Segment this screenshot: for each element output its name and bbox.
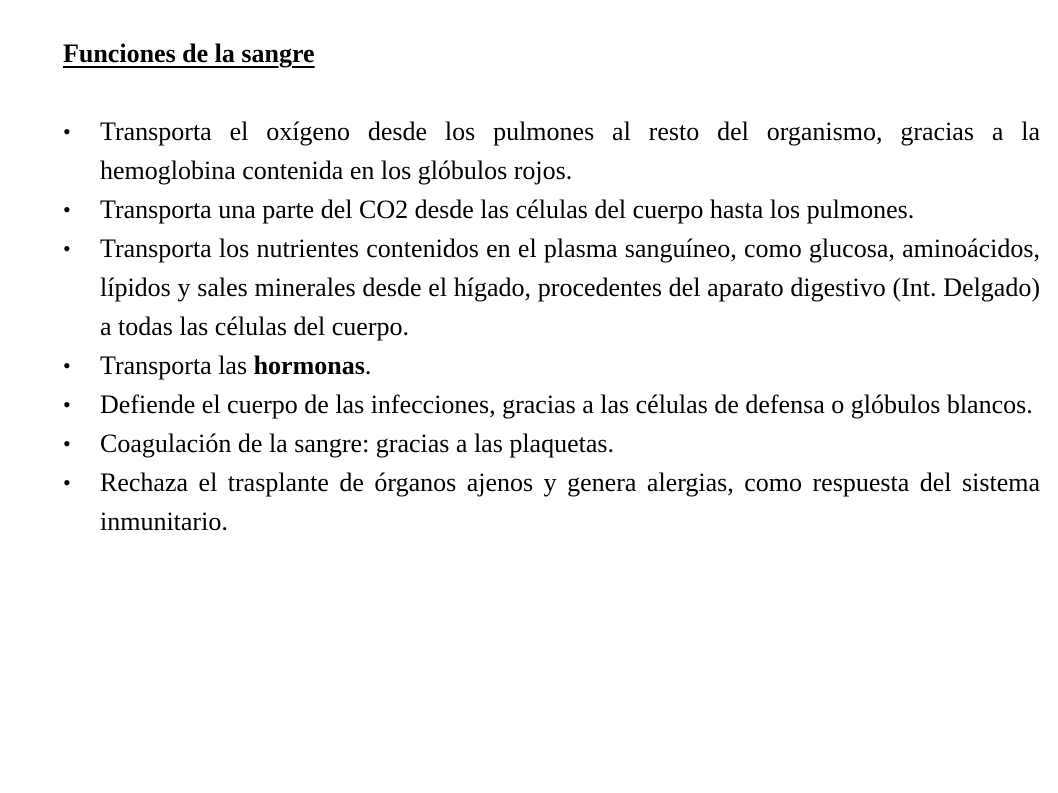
list-item	[63, 463, 1040, 541]
bullet-icon: •	[63, 470, 71, 495]
list-item	[63, 229, 1040, 346]
list-item	[63, 424, 1040, 463]
list-item-text: Transporta los nutrientes contenidos en el plasma sanguíneo, como glucosa, aminoácidos, lípidos y sales minerales desde el hígado, procedentes del aparato digestivo (Int. Delgado) a todas las células del cuerpo.	[100, 234, 1040, 341]
bullet-icon: •	[63, 236, 71, 261]
list-item-bold-term: hormonas	[253, 351, 365, 380]
list-item	[63, 346, 1040, 385]
bullet-icon: •	[63, 353, 71, 378]
list-item-text-prefix: Transporta las	[100, 351, 254, 380]
list-item-text: Transporta una parte del CO2 desde las células del cuerpo hasta los pulmones.	[100, 195, 915, 224]
bullet-list	[63, 112, 1040, 541]
list-item-text: Transporta el oxígeno desde los pulmones al resto del organismo, gracias a la hemoglobina contenida en los glóbulos rojos.	[100, 117, 1040, 185]
bullet-icon: •	[63, 119, 71, 144]
list-item-text	[100, 351, 371, 380]
bullet-icon: •	[63, 392, 71, 417]
list-item-text-suffix: .	[364, 351, 372, 380]
list-item	[63, 385, 1040, 424]
list-item-text: Defiende el cuerpo de las infecciones, gracias a las células de defensa o glóbulos blancos.	[100, 390, 1033, 419]
bullet-icon: •	[63, 197, 71, 222]
page-title: Funciones de la sangre	[63, 39, 315, 68]
list-item-text: Rechaza el trasplante de órganos ajenos y genera alergias, como respuesta del sistema inmunitario.	[100, 468, 1040, 536]
list-item-text: Coagulación de la sangre: gracias a las plaquetas.	[100, 429, 615, 458]
list-item	[63, 112, 1040, 190]
bullet-icon: •	[63, 431, 71, 456]
list-item	[63, 190, 1040, 229]
